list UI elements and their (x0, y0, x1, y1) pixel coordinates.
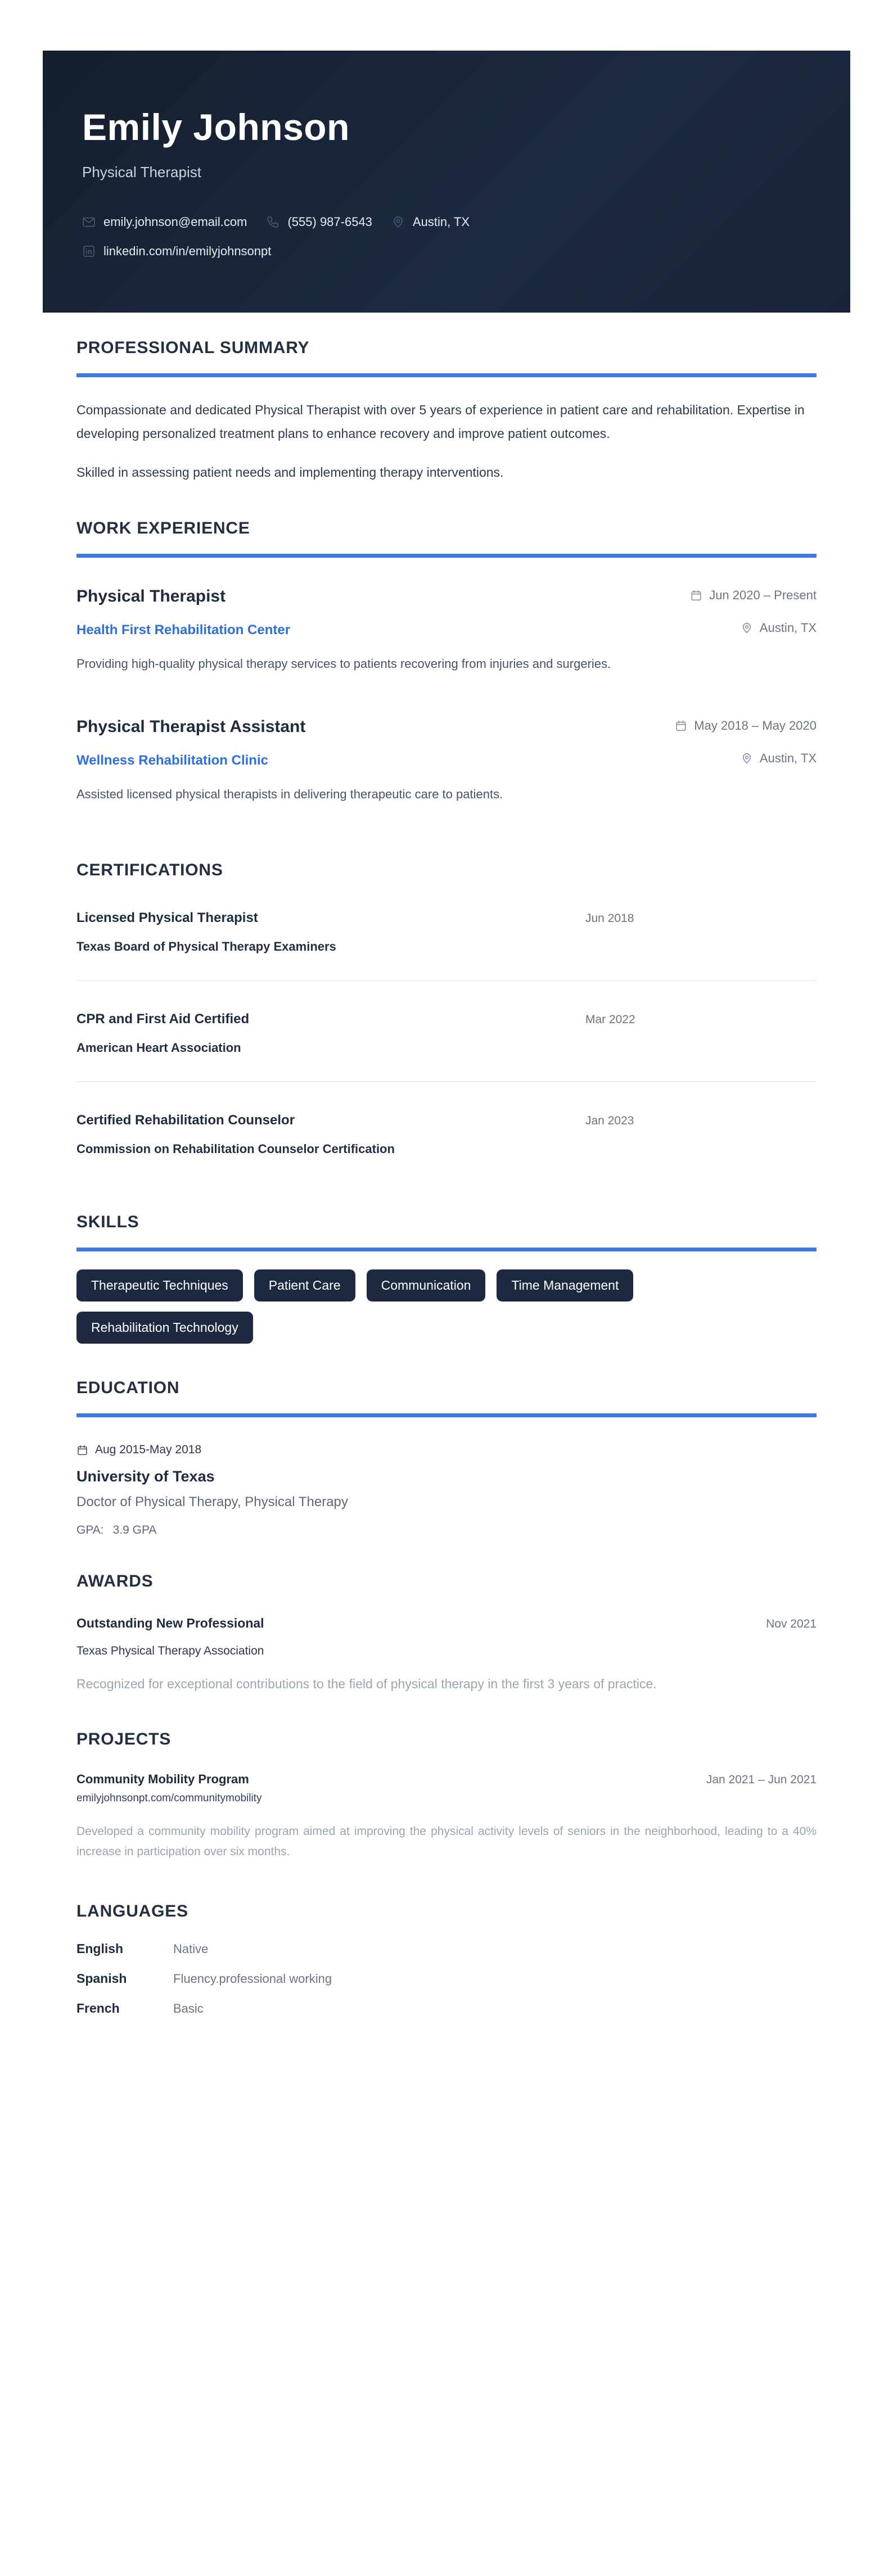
certification-name: Licensed Physical Therapist (76, 910, 258, 926)
project-date: Jan 2021 – Jun 2021 (706, 1773, 817, 1786)
project-description: Developed a community mobility program aimed at improving the physical activity levels of seniors in the neighborhood, leading to a 40% increase in participation over six months. (76, 1825, 817, 1858)
education-date-text: Aug 2015-May 2018 (95, 1443, 202, 1457)
section-languages (76, 1902, 817, 2353)
language-row (76, 1941, 817, 1956)
linkedin-icon (82, 245, 96, 258)
divider (76, 1081, 817, 1082)
calendar-icon (690, 589, 702, 602)
section-education (76, 1379, 817, 1537)
contact-block (82, 215, 811, 259)
company-link[interactable]: Wellness Rehabilitation Clinic (76, 752, 268, 768)
resume-page (43, 51, 850, 2353)
contact-linkedin-text: linkedin.com/in/emilyjohnsonpt (103, 244, 272, 259)
job-description: Assisted licensed physical therapists in delivering therapeutic care to patients. (76, 787, 503, 801)
project-item (76, 1771, 817, 1861)
certification-name: Certified Rehabilitation Counselor (76, 1113, 295, 1128)
calendar-icon (76, 1444, 88, 1456)
contact-linkedin (82, 244, 271, 259)
job-location (741, 751, 817, 766)
summary-paragraph: Compassionate and dedicated Physical Therapist with over 5 years of experience in patient care and rehabilitation. Expertise in developing personalized treatment plans to enhance recovery and improve patient outcomes. (76, 403, 805, 441)
language-level: Native (173, 1942, 209, 1956)
contact-location-text: Austin, TX (412, 215, 470, 229)
contact-email (82, 215, 247, 229)
certification-issuer: Texas Board of Physical Therapy Examiners (76, 939, 336, 954)
section-title: WORK EXPERIENCE (76, 519, 250, 538)
language-name: French (76, 2001, 120, 2016)
section-title: EDUCATION (76, 1379, 180, 1398)
award-issuer: Texas Physical Therapy Association (76, 1644, 264, 1658)
education-degree: Doctor of Physical Therapy, Physical Therapy (76, 1494, 348, 1510)
section-title: PROJECTS (76, 1730, 172, 1748)
section-title: CERTIFICATIONS (76, 861, 223, 880)
work-item (76, 717, 817, 805)
skill-chip: Patient Care (254, 1269, 355, 1301)
section-work-experience (76, 519, 817, 805)
person-name: Emily Johnson (82, 106, 350, 148)
contact-location (391, 215, 470, 229)
skill-chip: Communication (367, 1269, 486, 1301)
summary-paragraph: Skilled in assessing patient needs and implementing therapy interventions. (76, 465, 504, 480)
skill-chip: Therapeutic Techniques (76, 1269, 243, 1301)
certification-item (76, 910, 817, 954)
mail-icon (82, 215, 96, 229)
section-underline (76, 554, 817, 558)
certification-date: Mar 2022 (585, 1013, 635, 1027)
skill-chip: Time Management (497, 1269, 633, 1301)
section-title: SKILLS (76, 1213, 139, 1232)
divider (76, 980, 817, 981)
certification-item (76, 1113, 817, 1156)
person-headline: Physical Therapist (82, 164, 201, 181)
certification-date: Jun 2018 (585, 912, 634, 925)
section-skills (76, 1213, 817, 1344)
phone-icon (266, 215, 279, 229)
education-school: University of Texas (76, 1468, 215, 1485)
award-item (76, 1616, 817, 1695)
job-location-text: Austin, TX (759, 621, 817, 635)
skill-chip: Rehabilitation Technology (76, 1312, 253, 1344)
job-date (690, 588, 817, 603)
award-description: Recognized for exceptional contributions to the field of physical therapy in the first 3 years of practice. (76, 1676, 657, 1692)
contact-phone-text: (555) 987-6543 (287, 215, 372, 229)
certification-issuer: American Heart Association (76, 1041, 241, 1055)
language-row (76, 2001, 817, 2016)
location-pin-icon (391, 215, 405, 229)
award-date: Nov 2021 (766, 1617, 817, 1631)
section-title: LANGUAGES (76, 1902, 188, 1921)
gpa-value: 3.9 GPA (112, 1524, 157, 1537)
language-name: English (76, 1941, 124, 1956)
certification-item (76, 1011, 817, 1055)
job-title: Physical Therapist Assistant (76, 717, 306, 736)
calendar-icon (675, 720, 687, 732)
contact-email-text: emily.johnson@email.com (103, 215, 247, 229)
certification-date: Jan 2023 (585, 1114, 634, 1128)
section-projects (76, 1730, 817, 1861)
section-underline (76, 373, 817, 377)
education-gpa (76, 1524, 817, 1537)
language-level: Fluency.professional working (173, 1972, 332, 1986)
job-description: Providing high-quality physical therapy services to patients recovering from injuries and surgeries. (76, 657, 611, 671)
work-item (76, 587, 817, 674)
section-underline (76, 1413, 817, 1417)
section-certifications (76, 861, 817, 1156)
job-date-text: May 2018 – May 2020 (694, 718, 817, 733)
job-location (741, 621, 817, 635)
certification-issuer: Commission on Rehabilitation Counselor Certification (76, 1142, 395, 1156)
job-title: Physical Therapist (76, 587, 226, 606)
project-url: emilyjohnsonpt.com/communitymobility (76, 1792, 262, 1804)
language-level: Basic (173, 2001, 204, 2016)
job-date-text: Jun 2020 – Present (709, 588, 817, 603)
language-name: Spanish (76, 1971, 127, 1986)
skill-chips (76, 1269, 639, 1344)
education-date (76, 1443, 817, 1457)
certification-name: CPR and First Aid Certified (76, 1011, 250, 1027)
section-awards (76, 1572, 817, 1695)
company-link[interactable]: Health First Rehabilitation Center (76, 622, 291, 638)
job-date (675, 718, 817, 733)
section-title: PROFESSIONAL SUMMARY (76, 338, 310, 358)
award-name: Outstanding New Professional (76, 1616, 264, 1631)
job-location-text: Austin, TX (759, 751, 817, 765)
section-professional-summary (76, 338, 817, 484)
location-pin-icon (741, 752, 753, 765)
contact-phone (266, 215, 372, 229)
section-title: AWARDS (76, 1572, 154, 1591)
language-rows (76, 1941, 817, 2016)
section-underline (76, 1248, 817, 1251)
gpa-label: GPA: (76, 1524, 104, 1537)
resume-header (43, 51, 850, 313)
project-name: Community Mobility Program (76, 1772, 249, 1786)
language-row (76, 1971, 817, 1986)
location-pin-icon (741, 622, 753, 634)
